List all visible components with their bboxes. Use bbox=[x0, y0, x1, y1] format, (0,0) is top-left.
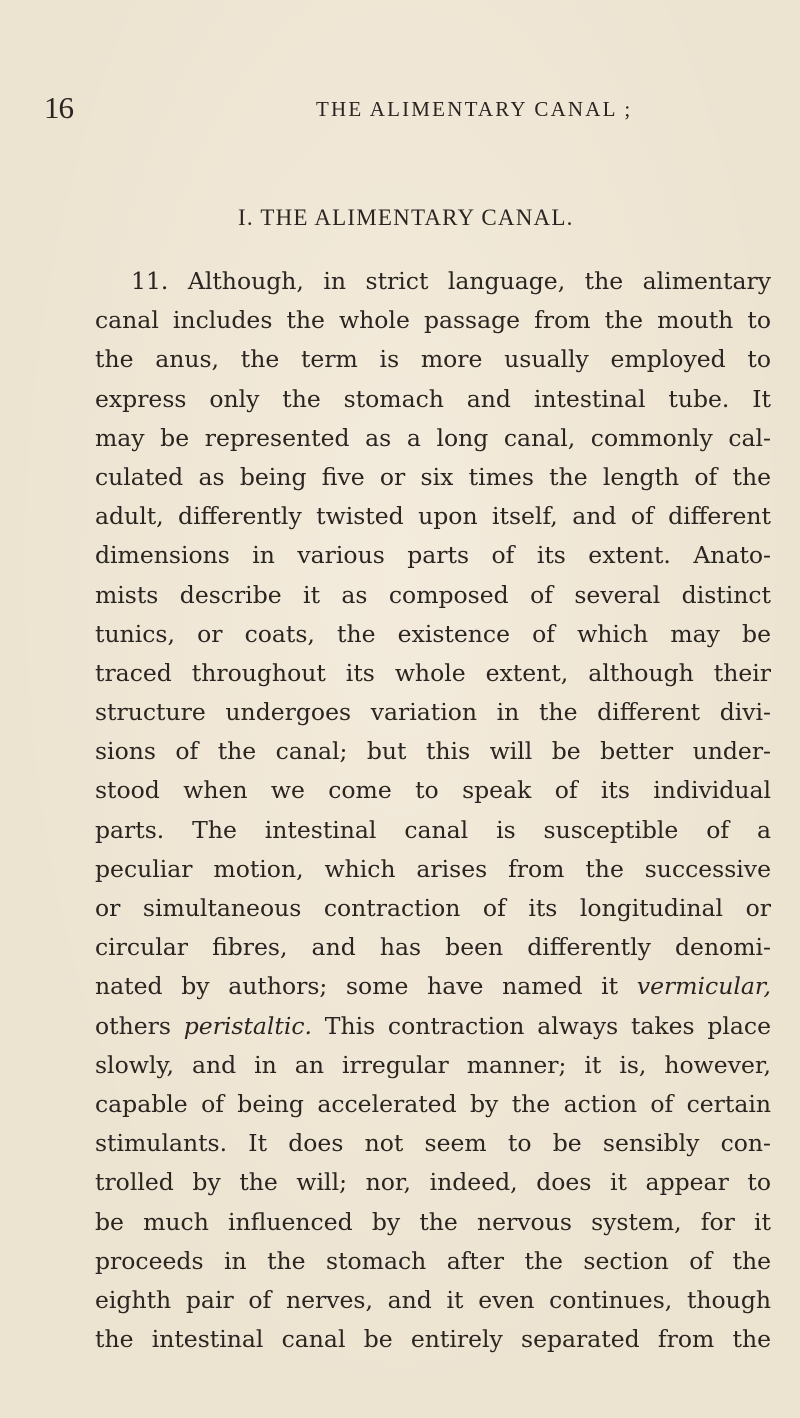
text-segment: nated by authors; some have named it bbox=[95, 972, 637, 1001]
text-line: may be represented as a long canal, commonly cal- bbox=[95, 423, 771, 452]
text-line: trolled by the will; nor, indeed, does it appear to bbox=[95, 1168, 771, 1197]
text-line: peculiar motion, which arises from the successive bbox=[95, 854, 771, 883]
text-line: or simultaneous contraction of its longitudinal or bbox=[95, 894, 771, 922]
text-line: proceeds in the stomach after the section of the bbox=[95, 1246, 771, 1275]
italic-term-peristaltic: peristaltic. bbox=[183, 1011, 313, 1040]
text-line bbox=[95, 1007, 771, 1046]
text-line: express only the stomach and intestinal tube. It bbox=[95, 384, 771, 413]
text-line bbox=[95, 967, 771, 1006]
text-line: traced throughout its whole extent, although their bbox=[95, 658, 771, 687]
text-line: sions of the canal; but this will be better under- bbox=[95, 737, 771, 766]
text-line: structure undergoes variation in the different divi- bbox=[95, 698, 771, 727]
text-line: adult, differently twisted upon itself, and of different bbox=[95, 502, 771, 531]
text-segment: This contraction always takes place bbox=[312, 1011, 771, 1040]
running-header bbox=[44, 88, 744, 128]
text-line: be much influenced by the nervous system, for it bbox=[95, 1207, 771, 1236]
text-segment: others bbox=[95, 1011, 184, 1040]
section-heading: I. THE ALIMENTARY CANAL. bbox=[238, 205, 574, 230]
italic-term-vermicular: vermicular, bbox=[636, 972, 771, 1001]
text-line: stimulants. It does not seem to be sensibly con- bbox=[95, 1129, 771, 1158]
text-line: the intestinal canal be entirely separated from the bbox=[95, 1325, 771, 1354]
text-line: circular fibres, and has been differently denomi- bbox=[95, 933, 771, 962]
text-line: culated as being five or six times the length of the bbox=[95, 462, 771, 491]
text-line: mists describe it as composed of several distinct bbox=[95, 580, 771, 609]
text-line: canal includes the whole passage from the mouth to bbox=[95, 306, 771, 335]
running-title: THE ALIMENTARY CANAL ; bbox=[316, 97, 633, 121]
text-line: capable of being accelerated by the action of certain bbox=[95, 1089, 771, 1118]
text-line: dimensions in various parts of its extent. Anato- bbox=[95, 541, 771, 570]
text-line: tunics, or coats, the existence of which may be bbox=[95, 619, 771, 648]
text-line: stood when we come to speak of its individual bbox=[95, 776, 771, 805]
text-line: the anus, the term is more usually employed to bbox=[95, 345, 771, 374]
text-line: slowly, and in an irregular manner; it is, however, bbox=[95, 1050, 771, 1079]
text-line: parts. The intestinal canal is susceptible of a bbox=[95, 815, 771, 844]
body-paragraph bbox=[95, 262, 771, 1359]
text-line: eighth pair of nerves, and it even continues, though bbox=[95, 1285, 771, 1314]
page-number: 16 bbox=[44, 90, 73, 125]
text-line: 11. Although, in strict language, the alimentary bbox=[131, 267, 771, 295]
